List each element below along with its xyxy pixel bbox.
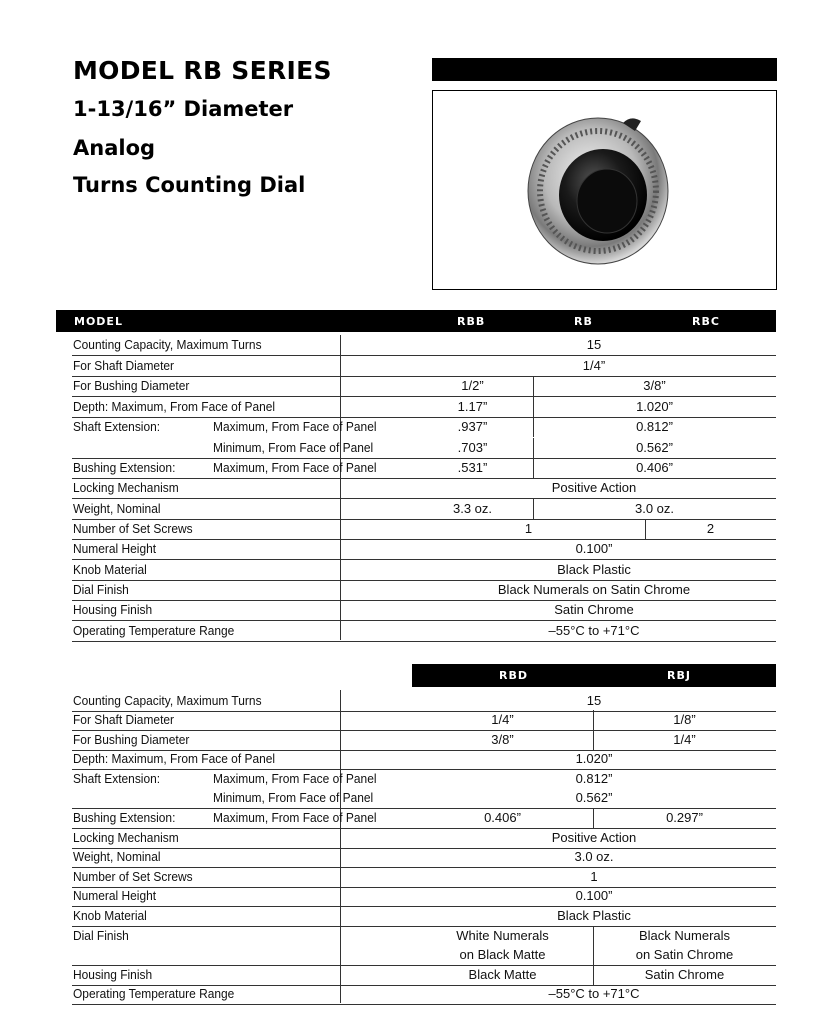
row-label: Locking Mechanism (73, 830, 179, 845)
row-value: –55°C to +71°C (548, 623, 640, 638)
row-value-rb-rbc: 3.0 oz. (634, 501, 675, 516)
row-label: Knob Material (73, 908, 147, 923)
row-value: 0.100” (575, 888, 613, 903)
row-label: Bushing Extension: (73, 810, 176, 825)
page-title: MODEL RB SERIES (73, 56, 332, 85)
row-label: For Bushing Diameter (73, 378, 190, 393)
table-row (72, 499, 776, 520)
row-label: Housing Finish (73, 602, 153, 617)
row-value-rb-rbc: 1.020” (636, 399, 673, 414)
row-label: Dial Finish (73, 928, 129, 943)
row-label: Depth: Maximum, From Face of Panel (73, 751, 276, 766)
table-row (72, 828, 776, 849)
table-row (72, 691, 776, 712)
row-value-rbj-line1: Black Numerals (638, 928, 731, 943)
row-value-rbb: .703” (457, 440, 488, 455)
subtitle-turns-counting-dial: Turns Counting Dial (73, 173, 306, 197)
row-value-rbb: .531” (457, 460, 488, 475)
subtitle-diameter: 1-13/16” Diameter (73, 97, 294, 121)
table-row (72, 356, 776, 377)
table-row (72, 397, 776, 418)
row-value: Positive Action (551, 480, 637, 495)
row-label: Knob Material (73, 562, 147, 577)
table1-header-rbc: RBC (692, 315, 720, 328)
row-value-rbd-line1: White Numerals (456, 928, 549, 943)
row-label: Operating Temperature Range (73, 986, 235, 1001)
product-photo-frame (432, 90, 777, 290)
row-value-rbd: 3/8” (491, 732, 514, 747)
table1-header-rb: RB (574, 315, 593, 328)
row-sublabel: Maximum, From Face of Panel (213, 460, 377, 475)
table-row (72, 847, 776, 868)
table-row (72, 621, 776, 642)
table-row (72, 335, 776, 356)
row-label: Depth: Maximum, From Face of Panel (73, 399, 276, 414)
table-row (72, 730, 776, 751)
table-row (72, 519, 776, 540)
row-label: For Bushing Diameter (73, 732, 190, 747)
row-value-rb-rbc: 3/8” (643, 378, 666, 393)
table2-header-rbd: RBD (499, 669, 528, 682)
table-row (72, 560, 776, 581)
row-value-rbd-line2: on Black Matte (459, 947, 546, 962)
row-label: For Shaft Diameter (73, 358, 175, 373)
row-value: –55°C to +71°C (548, 986, 640, 1001)
row-value-rbj: 1/4” (673, 732, 696, 747)
table-row (72, 788, 776, 809)
row-value-rbb: .937” (457, 419, 488, 434)
row-value-rbc: 2 (706, 521, 715, 536)
row-label: For Shaft Diameter (73, 712, 175, 727)
row-label: Number of Set Screws (73, 521, 193, 536)
table-row (72, 376, 776, 397)
row-label: Weight, Nominal (73, 501, 161, 516)
row-value: 0.812” (575, 771, 613, 786)
row-sublabel: Maximum, From Face of Panel (213, 771, 377, 786)
row-label: Shaft Extension: (73, 771, 161, 786)
row-value: 15 (586, 693, 602, 708)
table1-header (56, 310, 776, 332)
row-label: Number of Set Screws (73, 869, 193, 884)
row-value-rb-rbc: 0.812” (636, 419, 673, 434)
row-label: Numeral Height (73, 541, 157, 556)
table-row (72, 749, 776, 770)
table-row (72, 580, 776, 601)
row-label: Numeral Height (73, 888, 157, 903)
row-label: Housing Finish (73, 967, 153, 982)
row-label: Weight, Nominal (73, 849, 161, 864)
row-value: Black Plastic (557, 908, 631, 923)
table-row (72, 906, 776, 927)
row-value: Black Numerals on Satin Chrome (497, 582, 691, 597)
table-row (72, 417, 776, 437)
table-row (72, 438, 776, 459)
table-row (72, 600, 776, 621)
row-value: Positive Action (551, 830, 637, 845)
row-value: 1 (590, 869, 598, 884)
table1-header-model: MODEL (74, 315, 123, 328)
row-value: 0.100” (575, 541, 613, 556)
row-value: 15 (586, 337, 602, 352)
row-value-rbj-line2: on Satin Chrome (635, 947, 734, 962)
row-label: Operating Temperature Range (73, 623, 235, 638)
row-value: 1.020” (575, 751, 613, 766)
row-value-rbb: 1/2” (461, 378, 484, 393)
row-value-rbd: 1/4” (491, 712, 514, 727)
row-label: Shaft Extension: (73, 419, 161, 434)
table-row (72, 478, 776, 499)
row-value-rb-rbc: 0.406” (636, 460, 673, 475)
row-sublabel: Maximum, From Face of Panel (213, 810, 377, 825)
table-row (72, 886, 776, 907)
table-row (72, 458, 776, 479)
row-value: 3.0 oz. (574, 849, 614, 864)
turns-counting-dial-illustration (433, 91, 776, 289)
table-row (72, 867, 776, 888)
table-row (72, 539, 776, 560)
row-value-rbj: Satin Chrome (644, 967, 725, 982)
row-label: Counting Capacity, Maximum Turns (73, 337, 262, 352)
table-row (72, 808, 776, 829)
row-value-rbb: 3.3 oz. (452, 501, 493, 516)
subtitle-analog: Analog (73, 136, 156, 160)
table-row (72, 710, 776, 731)
row-value-rbb: 1.17” (457, 399, 488, 414)
row-label: Locking Mechanism (73, 480, 179, 495)
table-row (72, 926, 776, 966)
row-sublabel: Minimum, From Face of Panel (213, 790, 374, 805)
row-value-rbd: 0.406” (484, 810, 521, 825)
row-value: Satin Chrome (554, 602, 634, 617)
row-value: 0.562” (575, 790, 613, 805)
row-value-rb-rbc: 0.562” (636, 440, 673, 455)
table2-header-rbj: RBJ (667, 669, 691, 682)
table-row (72, 965, 776, 986)
header-black-bar (432, 58, 777, 81)
row-value-rbj: 0.297” (666, 810, 703, 825)
table-row (72, 769, 776, 789)
table-row (72, 984, 776, 1005)
row-value-rbj: 1/8” (673, 712, 696, 727)
row-value: Black Plastic (557, 562, 631, 577)
row-label: Dial Finish (73, 582, 129, 597)
row-value-rbd: Black Matte (468, 967, 537, 982)
row-value: 1/4” (582, 358, 606, 373)
table1-header-rbb: RBB (457, 315, 486, 328)
row-label: Bushing Extension: (73, 460, 176, 475)
row-value-rbb-rb: 1 (524, 521, 533, 536)
table2-header (412, 664, 776, 687)
row-label: Counting Capacity, Maximum Turns (73, 693, 262, 708)
row-sublabel: Maximum, From Face of Panel (213, 419, 377, 434)
row-sublabel: Minimum, From Face of Panel (213, 440, 374, 455)
